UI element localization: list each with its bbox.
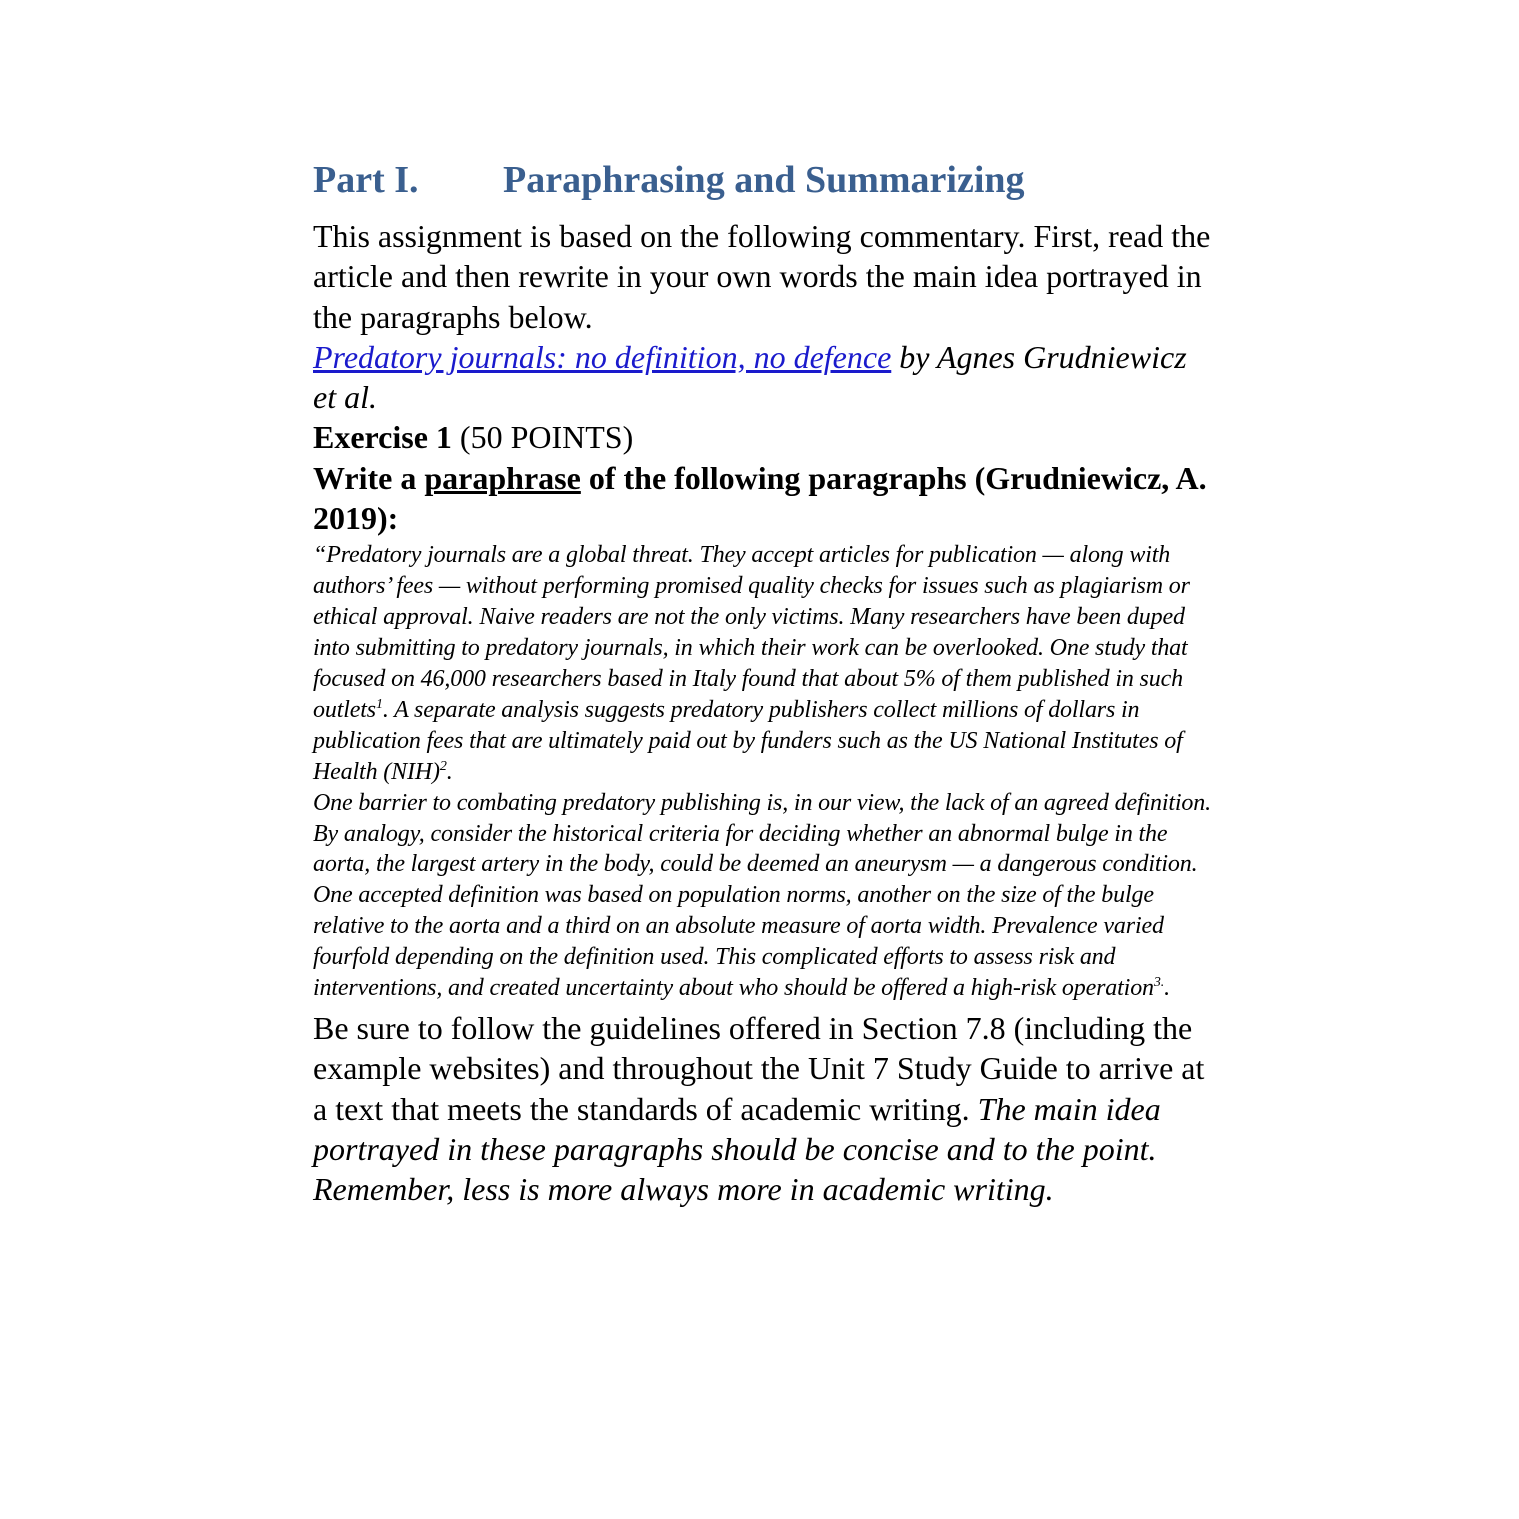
instruction-suffix: of the following paragraphs (Grudniewicz, A. 2019): xyxy=(313,459,1207,537)
heading-title: Paraphrasing and Summarizing xyxy=(503,159,1025,201)
exercise-title xyxy=(313,417,1213,457)
footnote-ref-1: 1 xyxy=(375,696,383,712)
exercise-label: Exercise 1 xyxy=(313,419,452,456)
section-heading xyxy=(313,152,1213,208)
quote-paragraph-1 xyxy=(313,540,1213,787)
article-byline: by Agnes Grudniewicz et al. xyxy=(313,338,1187,416)
quote-p1-text-b: . A separate analysis suggests predatory publishers collect millions of dollars in publication fees that are ultimately paid out by funders such as the US National Institutes of Health (NIH) xyxy=(313,696,1183,785)
quote-p2-text-b: . xyxy=(1164,975,1170,1002)
exercise-instruction xyxy=(313,458,1213,539)
exercise-points: (50 POINTS) xyxy=(451,419,634,456)
quote-p2-text-a: One barrier to combating predatory publishing is, in our view, the lack of an agreed definition. By analogy, consider the historical criteria for deciding whether an abnormal bulge in the aorta, the largest artery in the body, could be deemed an aneurysm — a dangerous condition. One accepted definition was based on population norms, another on the size of the bulge relative to the aorta and a third on an absolute measure of aorta width. Prevalence varied fourfold depending on the definition used. This complicated efforts to assess risk and interventions, and created uncertainty about who should be offered a high-risk operation xyxy=(313,789,1211,1002)
quote-p1-text-c: . xyxy=(446,758,453,785)
article-citation xyxy=(313,337,1213,418)
article-link[interactable]: Predatory journals: no definition, no defence xyxy=(313,338,892,375)
footnote-ref-2: 2 xyxy=(439,758,447,774)
footnote-ref-3: 3. xyxy=(1153,975,1165,991)
document-page xyxy=(313,152,1213,1209)
instruction-prefix: Write a xyxy=(313,459,425,496)
quote-paragraph-2 xyxy=(313,788,1213,1004)
closing-plain-text: Be sure to follow the guidelines offered in Section 7.8 (including the example websites) and throughout the Unit 7 Study Guide to arrive at a text that meets the standards of academic writing. xyxy=(313,1009,1205,1127)
closing-paragraph xyxy=(313,1008,1213,1209)
quote-p1-text-a: “Predatory journals are a global threat. They accept articles for publication — along with authors’ fees — without performing promised quality checks for issues such as plagiarism or ethical approval. Naive readers are not the only victims. Many researchers have been duped into submitting to predatory journals, in which their work can be overlooked. One study that focused on 46,000 researchers based in Italy found that about 5% of them published in such outlets xyxy=(313,542,1190,723)
intro-paragraph: This assignment is based on the following commentary. First, read the article and then rewrite in your own words the main idea portrayed in the paragraphs below. xyxy=(313,218,1211,335)
heading-part-number: Part I. xyxy=(313,159,419,201)
closing-italic-text: The main idea portrayed in these paragraphs should be concise and to the point. Remember, less is more always more in academic writing. xyxy=(313,1090,1161,1208)
quoted-passage xyxy=(313,540,1213,1004)
instruction-keyword: paraphrase xyxy=(424,459,581,496)
